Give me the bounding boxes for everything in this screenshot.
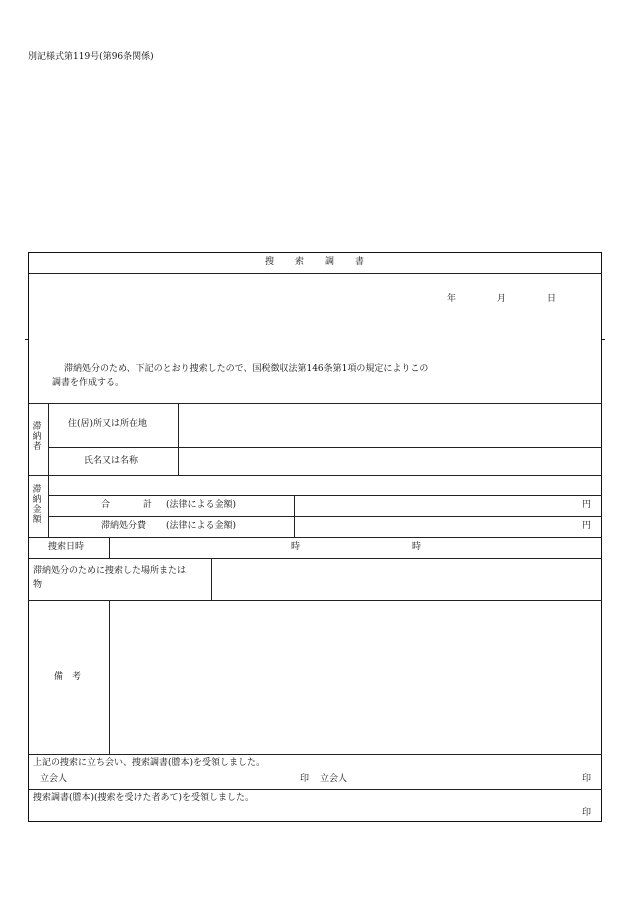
search-datetime-label: 捜索日時 (48, 542, 85, 552)
amount-section-label: 滞納金額 (32, 485, 42, 525)
amount-label-divider (48, 475, 49, 537)
datetime-divider (109, 537, 110, 558)
witness-label-1: 立会人 (40, 774, 68, 784)
statement-line-2: 調書を作成する。 (52, 378, 125, 388)
total-label-a: 合 (101, 500, 111, 510)
margin-tick-right (602, 339, 605, 340)
search-place-row-divider (28, 600, 602, 601)
witness-seal-1: 印 (300, 774, 310, 784)
form-title: 搜 索 調 書 (264, 257, 365, 267)
witness-statement: 上記の捜索に立ち会い、捜索調書(謄本)を受領しました。 (33, 758, 266, 768)
witness-label-2: 立会人 (320, 774, 348, 784)
title-divider (28, 273, 602, 274)
amount-row-divider-2 (48, 516, 602, 517)
statement-line-1: 滞納処分のため、下記のとおり捜索したので、国税徴収法第146条第1項の規定によりこの (64, 364, 429, 374)
total-label-b: 計 (143, 500, 153, 510)
remarks-label: 備 考 (54, 672, 82, 682)
total-note: (法律による金額) (166, 500, 237, 510)
receipt-seal: 印 (582, 808, 592, 818)
delinquent-value-divider (178, 403, 179, 475)
search-hour-start: 時 (291, 542, 301, 552)
remarks-divider (109, 600, 110, 754)
address-label: 住(居)所又は所在地 (68, 419, 148, 429)
date-year: 年 (447, 294, 457, 304)
datetime-row-divider (28, 558, 602, 559)
date-month: 月 (497, 294, 507, 304)
address-row-divider (48, 447, 602, 448)
receipt-statement: 捜索調書(謄本)(捜索を受けた者あて)を受領しました。 (33, 793, 255, 803)
fee-label: 滞納処分費 (101, 521, 147, 531)
search-place-divider (211, 558, 212, 600)
search-hour-end: 時 (412, 542, 422, 552)
witness-row-divider (28, 789, 602, 790)
amount-section-divider (28, 537, 602, 538)
fee-yen: 円 (582, 521, 592, 531)
witness-seal-2: 印 (582, 774, 592, 784)
delinquent-label-divider (48, 403, 49, 475)
form-number-note: 別記様式第119号(第96条関係) (28, 52, 154, 62)
fee-note: (法律による金額) (166, 521, 237, 531)
search-place-label-line-1: 滞納処分のために捜索した場所または (33, 566, 187, 576)
total-yen: 円 (582, 500, 592, 510)
delinquent-section-divider (28, 475, 602, 476)
statement-divider (28, 403, 602, 404)
name-label: 氏名又は名称 (84, 456, 139, 466)
date-day: 日 (547, 294, 557, 304)
remarks-row-divider (28, 754, 602, 755)
delinquent-section-label: 滞納者 (32, 422, 42, 452)
amount-row-divider-1 (48, 495, 602, 496)
search-place-label-line-2: 物 (33, 580, 43, 590)
